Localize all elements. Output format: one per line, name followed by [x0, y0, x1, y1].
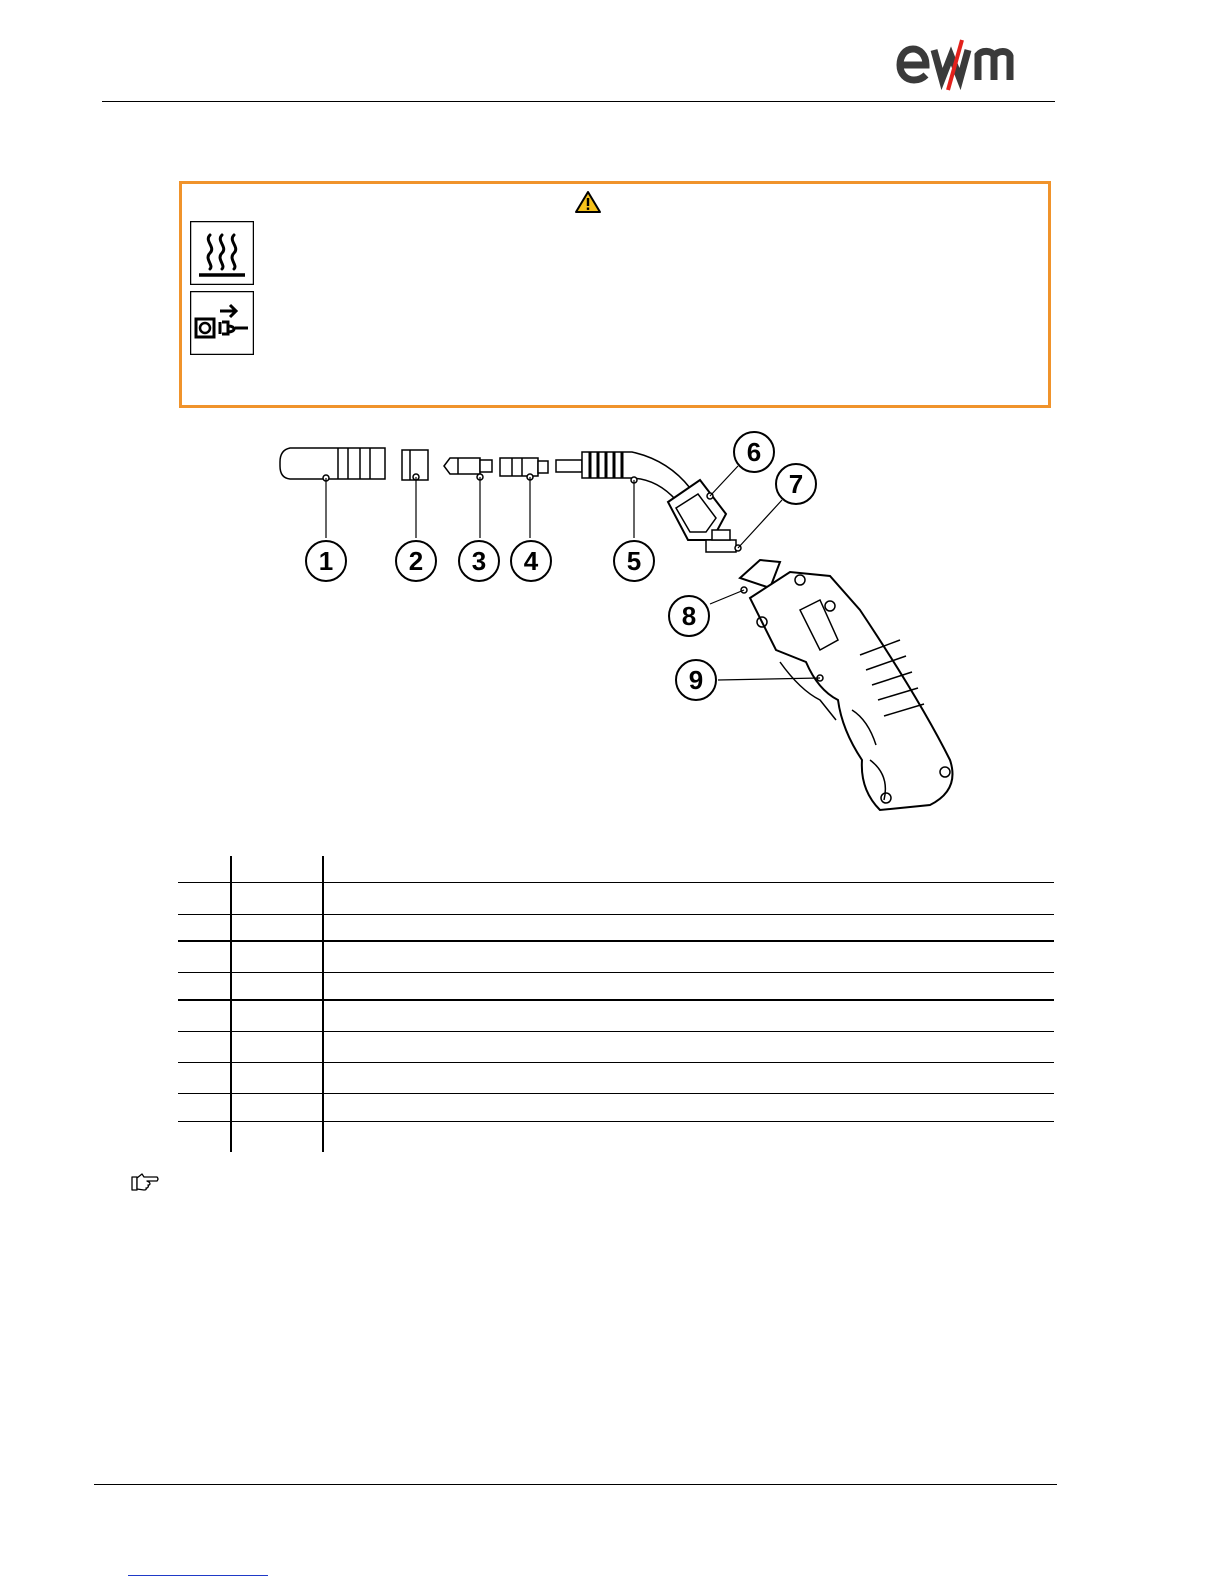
table-row: [178, 1121, 1054, 1122]
table-row: [178, 914, 1054, 915]
callout-3: [459, 541, 499, 581]
footer-rule: [94, 1484, 1057, 1485]
callout-label: 2: [408, 546, 424, 576]
table-column-divider: [230, 856, 232, 1152]
table-row: [178, 940, 1054, 942]
torch-handle-part: [740, 560, 953, 810]
callout-label: 9: [688, 665, 704, 695]
warning-box: [179, 181, 1051, 408]
callout-label: 5: [626, 546, 642, 576]
table-row: [178, 1031, 1054, 1032]
callout-1: [306, 541, 346, 581]
callout-8: [669, 596, 709, 636]
callout-9: [676, 660, 716, 700]
torch-exploded-diagram: [270, 420, 990, 820]
callout-label: 3: [471, 546, 487, 576]
ewm-logo-icon: [896, 38, 1036, 92]
callout-5: [614, 541, 654, 581]
callout-6: [734, 432, 774, 472]
callout-4: [511, 541, 551, 581]
table-row: [178, 1093, 1054, 1094]
table-row: [178, 882, 1054, 883]
callout-2: [396, 541, 436, 581]
table-row: [178, 972, 1054, 973]
contact-tip-part: [444, 458, 492, 480]
footer-link-underline[interactable]: [128, 1575, 268, 1576]
connector-part: [706, 530, 741, 552]
hot-surface-icon: [190, 221, 254, 285]
pointing-hand-icon: [130, 1172, 160, 1192]
insulator-part: [402, 450, 428, 480]
legend-table: [178, 856, 1054, 1152]
callout-7: [776, 464, 816, 504]
callout-label: 8: [681, 601, 697, 631]
table-row: [178, 999, 1054, 1001]
tip-holder-part: [500, 458, 548, 480]
table-row: [178, 1062, 1054, 1063]
warning-triangle-icon: [574, 190, 602, 214]
callout-label: 4: [523, 546, 539, 576]
callout-label: 6: [746, 437, 762, 467]
torch-neck-part: [556, 452, 690, 500]
header-rule: [102, 101, 1055, 102]
table-column-divider: [322, 856, 324, 1152]
callout-label: 7: [788, 469, 804, 499]
gas-nozzle-part: [280, 448, 385, 481]
callout-label: 1: [318, 546, 334, 576]
disconnect-mains-plug-icon: [190, 291, 254, 355]
